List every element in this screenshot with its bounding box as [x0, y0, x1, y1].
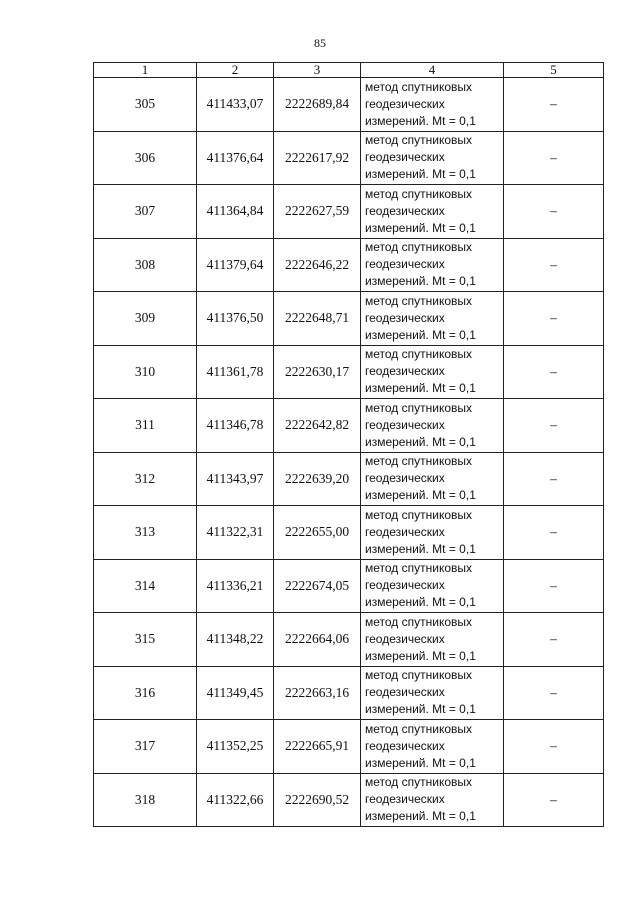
cell-coordinate-x: 411379,64	[197, 238, 274, 292]
coordinates-table	[93, 62, 604, 827]
page-number: 85	[314, 36, 326, 50]
cell-coordinate-y: 2222630,17	[274, 345, 361, 399]
cell-coordinate-y: 2222664,06	[274, 613, 361, 667]
table-row	[94, 613, 604, 667]
cell-method: метод спутниковых геодезических измерений. Mt = 0,1	[361, 131, 504, 185]
cell-note: –	[504, 773, 604, 827]
cell-coordinate-x: 411322,66	[197, 773, 274, 827]
cell-coordinate-x: 411361,78	[197, 345, 274, 399]
cell-note: –	[504, 345, 604, 399]
cell-note: –	[504, 666, 604, 720]
cell-method: метод спутниковых геодезических измерений. Mt = 0,1	[361, 559, 504, 613]
column-header-2: 2	[197, 63, 274, 78]
cell-coordinate-x: 411376,50	[197, 292, 274, 346]
table-row	[94, 773, 604, 827]
cell-coordinate-y: 2222617,92	[274, 131, 361, 185]
table-row	[94, 238, 604, 292]
column-header-5: 5	[504, 63, 604, 78]
cell-note: –	[504, 131, 604, 185]
cell-coordinate-y: 2222642,82	[274, 399, 361, 453]
cell-method: метод спутниковых геодезических измерений. Mt = 0,1	[361, 185, 504, 239]
column-header-4: 4	[361, 63, 504, 78]
cell-coordinate-x: 411433,07	[197, 78, 274, 132]
cell-coordinate-y: 2222655,00	[274, 506, 361, 560]
cell-coordinate-x: 411376,64	[197, 131, 274, 185]
cell-point-number: 309	[94, 292, 197, 346]
cell-note: –	[504, 506, 604, 560]
cell-point-number: 310	[94, 345, 197, 399]
cell-method: метод спутниковых геодезических измерений. Mt = 0,1	[361, 399, 504, 453]
cell-method: метод спутниковых геодезических измерений. Mt = 0,1	[361, 613, 504, 667]
table-row	[94, 78, 604, 132]
table-row	[94, 720, 604, 774]
cell-coordinate-y: 2222665,91	[274, 720, 361, 774]
table-row	[94, 345, 604, 399]
cell-coordinate-y: 2222674,05	[274, 559, 361, 613]
cell-point-number: 317	[94, 720, 197, 774]
cell-point-number: 311	[94, 399, 197, 453]
cell-note: –	[504, 185, 604, 239]
table-row	[94, 399, 604, 453]
cell-method: метод спутниковых геодезических измерений. Mt = 0,1	[361, 78, 504, 132]
table-header-row	[94, 63, 604, 78]
cell-method: метод спутниковых геодезических измерений. Mt = 0,1	[361, 666, 504, 720]
cell-note: –	[504, 292, 604, 346]
cell-coordinate-x: 411349,45	[197, 666, 274, 720]
table-row	[94, 185, 604, 239]
table-row	[94, 292, 604, 346]
cell-method: метод спутниковых геодезических измерений. Mt = 0,1	[361, 292, 504, 346]
cell-point-number: 308	[94, 238, 197, 292]
column-header-3: 3	[274, 63, 361, 78]
cell-method: метод спутниковых геодезических измерений. Mt = 0,1	[361, 238, 504, 292]
cell-point-number: 315	[94, 613, 197, 667]
cell-point-number: 306	[94, 131, 197, 185]
cell-coordinate-y: 2222646,22	[274, 238, 361, 292]
cell-point-number: 305	[94, 78, 197, 132]
cell-method: метод спутниковых геодезических измерений. Mt = 0,1	[361, 452, 504, 506]
cell-note: –	[504, 399, 604, 453]
cell-note: –	[504, 559, 604, 613]
cell-method: метод спутниковых геодезических измерений. Mt = 0,1	[361, 506, 504, 560]
cell-point-number: 318	[94, 773, 197, 827]
cell-coordinate-y: 2222627,59	[274, 185, 361, 239]
table-row	[94, 559, 604, 613]
cell-coordinate-y: 2222663,16	[274, 666, 361, 720]
cell-note: –	[504, 78, 604, 132]
cell-coordinate-y: 2222689,84	[274, 78, 361, 132]
table-row	[94, 452, 604, 506]
cell-note: –	[504, 720, 604, 774]
cell-point-number: 312	[94, 452, 197, 506]
cell-coordinate-y: 2222690,52	[274, 773, 361, 827]
cell-coordinate-x: 411343,97	[197, 452, 274, 506]
table-row	[94, 506, 604, 560]
cell-note: –	[504, 452, 604, 506]
column-header-1: 1	[94, 63, 197, 78]
cell-method: метод спутниковых геодезических измерений. Mt = 0,1	[361, 773, 504, 827]
cell-note: –	[504, 238, 604, 292]
cell-point-number: 313	[94, 506, 197, 560]
cell-point-number: 314	[94, 559, 197, 613]
cell-coordinate-x: 411348,22	[197, 613, 274, 667]
cell-point-number: 316	[94, 666, 197, 720]
cell-point-number: 307	[94, 185, 197, 239]
cell-coordinate-x: 411336,21	[197, 559, 274, 613]
cell-coordinate-y: 2222648,71	[274, 292, 361, 346]
table-row	[94, 131, 604, 185]
cell-coordinate-x: 411364,84	[197, 185, 274, 239]
cell-coordinate-x: 411352,25	[197, 720, 274, 774]
cell-coordinate-x: 411346,78	[197, 399, 274, 453]
cell-coordinate-x: 411322,31	[197, 506, 274, 560]
cell-note: –	[504, 613, 604, 667]
cell-method: метод спутниковых геодезических измерений. Mt = 0,1	[361, 345, 504, 399]
cell-coordinate-y: 2222639,20	[274, 452, 361, 506]
cell-method: метод спутниковых геодезических измерений. Mt = 0,1	[361, 720, 504, 774]
table-row	[94, 666, 604, 720]
